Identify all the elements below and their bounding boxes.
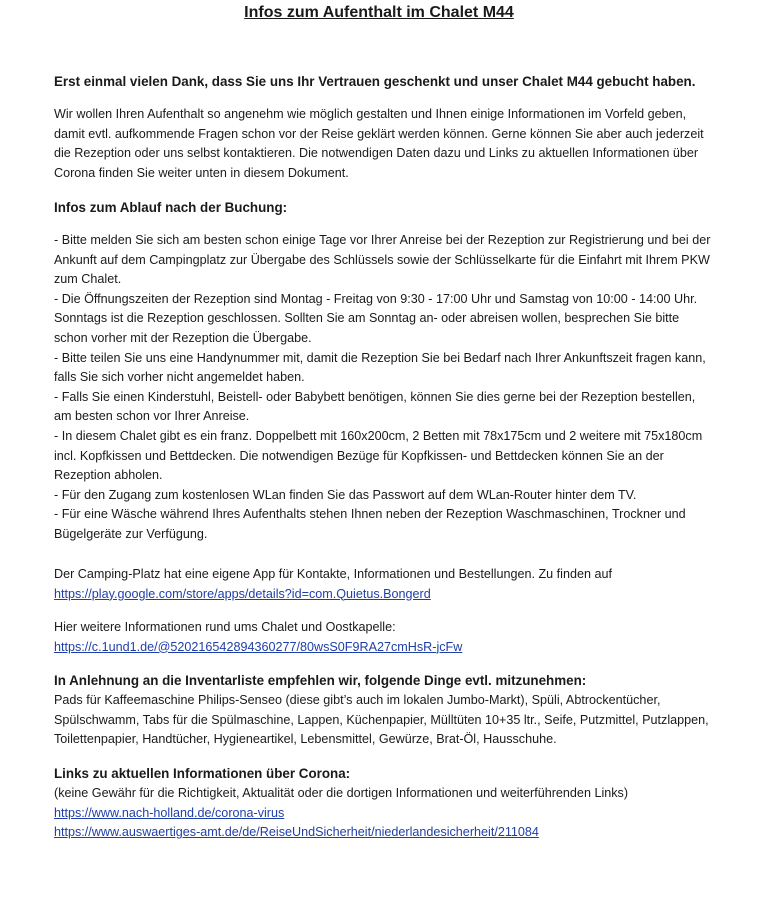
more-info-link[interactable]: https://c.1und1.de/@520216542894360277/80wsS0F9RA27cmHsR-jcFw <box>54 639 463 654</box>
list-item: - Falls Sie einen Kinderstuhl, Beistell- oder Babybett benötigen, können Sie dies gerne bei der Rezeption bestellen, am besten schon vor Ihrer Anreise. <box>54 389 696 424</box>
list-item: - Bitte teilen Sie uns eine Handynummer mit, damit die Rezeption Sie bei Bedarf nach Ihrer Ankunftszeit fragen kann, falls Sie sich vorher nicht angemeldet haben. <box>54 350 706 385</box>
booking-list <box>54 231 714 545</box>
list-item: - Für den Zugang zum kostenlosen WLan finden Sie das Passwort auf dem WLan-Router hinter dem TV. <box>54 487 637 502</box>
more-info-section <box>54 618 714 657</box>
app-text: Der Camping-Platz hat eine eigene App für Kontakte, Informationen und Bestellungen. Zu finden auf <box>54 567 612 581</box>
thanks-heading: Erst einmal vielen Dank, dass Sie uns Ihr Vertrauen geschenkt und unser Chalet M44 gebucht haben. <box>54 74 696 89</box>
page-title: Infos zum Aufenthalt im Chalet M44 <box>244 4 514 21</box>
inventory-heading: In Anlehnung an die Inventarliste empfehlen wir, folgende Dinge evtl. mitzunehmen: <box>54 673 587 688</box>
corona-link[interactable]: https://www.nach-holland.de/corona-virus <box>54 805 285 820</box>
list-item: - Für eine Wäsche während Ihres Aufenthalts stehen Ihnen neben der Rezeption Waschmaschinen, Trockner und Bügelgeräte zur Verfügung. <box>54 507 686 541</box>
app-section <box>54 565 714 604</box>
list-item: - In diesem Chalet gibt es ein franz. Doppelbett mit 160x200cm, 2 Betten mit 78x175cm und 2 weitere mit 75x180cm incl. Kopfkissen und Bettdecken. Die notwendigen Bezüge für Kopfkissen- und Bettdecken können Sie an der Rezeption abholen. <box>54 428 703 483</box>
app-link[interactable]: https://play.google.com/store/apps/details?id=com.Quietus.Bongerd <box>54 586 431 601</box>
list-item: - Die Öffnungszeiten der Rezeption sind Montag - Freitag von 9:30 - 17:00 Uhr und Samstag von 10:00 - 14:00 Uhr. Sonntags ist die Rezeption geschlossen. Sollten Sie am Sonntag an- oder abreisen wollen, besprechen Sie bitte schon vorher mit der Rezeption die Übergabe. <box>54 291 698 345</box>
booking-heading: Infos zum Ablauf nach der Buchung: <box>54 200 288 215</box>
corona-note: (keine Gewähr für die Richtigkeit, Aktualität oder die dortigen Informationen und weiterführenden Links) <box>54 786 629 800</box>
corona-section <box>54 784 714 843</box>
more-info-text: Hier weitere Informationen rund ums Chalet und Oostkapelle: <box>54 620 396 634</box>
list-item: - Bitte melden Sie sich am besten schon einige Tage vor Ihrer Anreise bei der Rezeption zur Registrierung und bei der Ankunft auf dem Campingplatz zur Übergabe des Schlüssels sowie der Schlüsselkarte für die Einfahrt mit Ihrem PKW zum Chalet. <box>54 233 711 287</box>
corona-heading: Links zu aktuellen Informationen über Corona: <box>54 766 351 781</box>
corona-link[interactable]: https://www.auswaertiges-amt.de/de/ReiseUndSicherheit/niederlandesicherheit/211084 <box>54 825 539 840</box>
inventory-text: Pads für Kaffeemaschine Philips-Senseo (diese gibt’s auch im lokalen Jumbo-Markt), Spüli, Abtrockentücher, Spülschwamm, Tabs für die Spülmaschine, Lappen, Küchenpapier, Mülltüten 10+35 ltr., Seife, Putzmittel, Putzlappen, Toilettenpapier, Handtücher, Hygieneartikel, Lebensmittel, Gewürze, Brat-Öl, Hausschuhe. <box>54 693 709 747</box>
intro-paragraph: Wir wollen Ihren Aufenthalt so angenehm wie möglich gestalten und Ihnen einige Informationen im Vorfeld geben, damit evtl. aufkommende Fragen schon vor der Reise geklärt werden können. Gerne können Sie aber auch jederzeit die Rezeption oder uns selbst kontaktieren. Die notwendigen Daten dazu und Links zu aktuellen Informationen über Corona finden Sie weiter unten in diesem Dokument. <box>54 107 704 180</box>
